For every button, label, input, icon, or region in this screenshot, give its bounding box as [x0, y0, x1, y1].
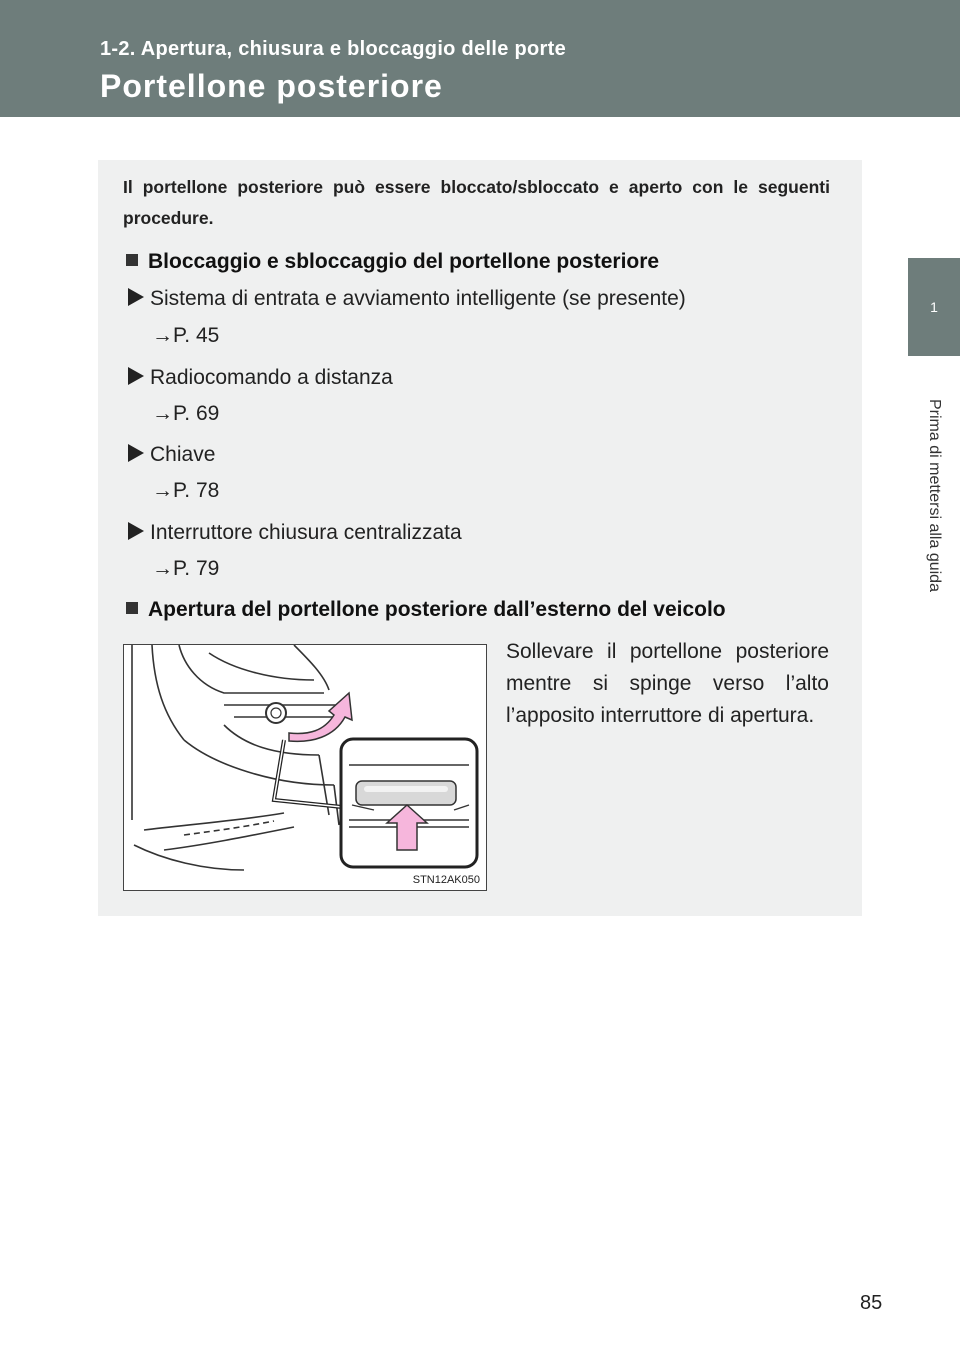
heading-text: Bloccaggio e sbloccaggio del portellone posteriore — [148, 250, 660, 273]
triangle-bullet-icon — [128, 522, 144, 540]
triangle-bullet-icon — [128, 288, 144, 306]
reference-text: P. 69 — [173, 402, 220, 425]
list-item — [128, 287, 686, 311]
instruction-text: Sollevare il portellone posteriore mentre si spinge verso l’alto l’apposito interruttore di apertura. — [506, 640, 829, 727]
intro-text: Il portellone posteriore può essere bloccato/sbloccato e aperto con le seguenti procedure. — [123, 177, 830, 228]
page-reference-link[interactable] — [152, 557, 219, 581]
page-header — [0, 0, 960, 117]
page-reference-link[interactable] — [152, 402, 219, 426]
figure-code: STN12AK050 — [412, 874, 480, 886]
item-label: Chiave — [150, 443, 216, 466]
triangle-bullet-icon — [128, 367, 144, 385]
page-reference-link[interactable] — [152, 479, 219, 503]
reference-text: P. 45 — [173, 324, 220, 347]
arrow-icon: → — [152, 557, 173, 580]
item-label: Radiocomando a distanza — [150, 366, 393, 389]
list-item — [128, 443, 215, 467]
triangle-bullet-icon — [128, 444, 144, 462]
arrow-icon: → — [152, 402, 173, 425]
section-title: 1-2. Apertura, chiusura e bloccaggio delle porte — [100, 38, 566, 60]
heading-text: Apertura del portellone posteriore dall’esterno del veicolo — [148, 598, 726, 621]
arrow-icon: → — [152, 324, 173, 347]
square-bullet-icon — [126, 602, 138, 614]
page-number: 85 — [860, 1292, 883, 1314]
section-heading-lock — [126, 250, 659, 274]
section-heading-open — [126, 598, 726, 622]
reference-text: P. 78 — [173, 479, 220, 502]
page-reference-link[interactable] — [152, 324, 219, 348]
page-title: Portellone posteriore — [100, 68, 443, 104]
chapter-number: 1 — [930, 299, 938, 315]
tailgate-illustration — [123, 644, 487, 891]
chapter-tab[interactable] — [908, 258, 960, 356]
reference-text: P. 79 — [173, 557, 220, 580]
square-bullet-icon — [126, 254, 138, 266]
list-item — [128, 521, 462, 545]
item-label: Sistema di entrata e avviamento intelligente (se presente) — [150, 287, 686, 310]
list-item — [128, 366, 393, 390]
arrow-icon: → — [152, 479, 173, 502]
chapter-label-text: Prima di mettersi alla guida — [926, 398, 943, 592]
chapter-label — [910, 370, 958, 620]
car-rear-drawing — [124, 645, 486, 890]
item-label: Interruttore chiusura centralizzata — [150, 521, 462, 544]
